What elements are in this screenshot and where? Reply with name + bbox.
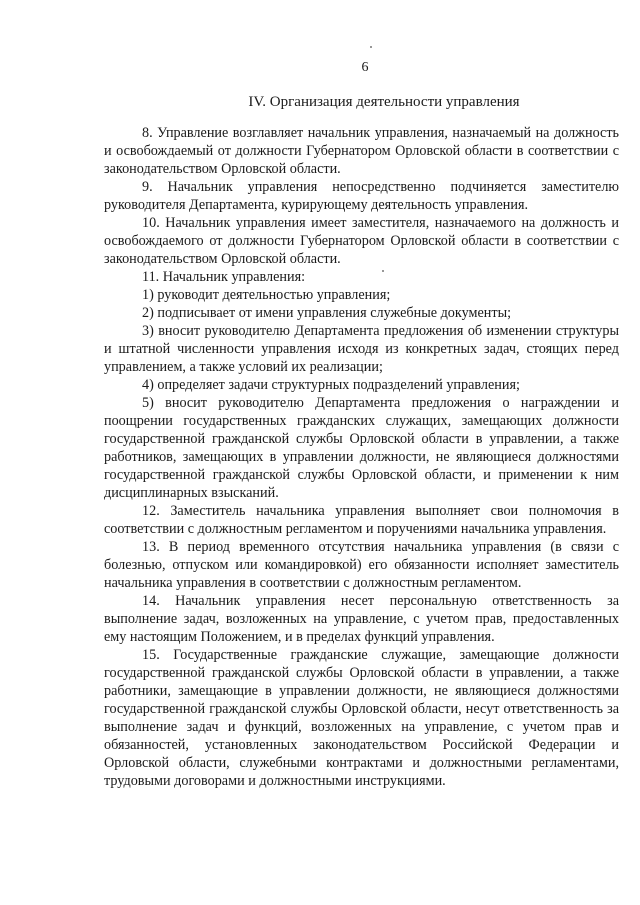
paragraph-11-item-4: 4) определяет задачи структурных подразделений управления; — [142, 377, 520, 393]
paragraph-8: 8. Управление возглавляет начальник управления, назначаемый на должность и освобождаемый от должности Губернатором Орловской области в соответствии с законодательством Орловской области. — [104, 125, 619, 177]
paragraph-13: 13. В период временного отсутствия начальника управления (в связи с болезнью, отпуском или командировкой) его обязанности исполняет заместитель начальника управления в соответствии с должностным регламентом. — [104, 539, 619, 591]
paragraph-9: 9. Начальник управления непосредственно подчиняется заместителю руководителя Департамента, курирующему деятельность управления. — [104, 179, 619, 213]
paragraph-14: 14. Начальник управления несет персональную ответственность за выполнение задач, возложенных на управление, с учетом прав, предоставленных ему настоящим Положением, и в пределах функций управления. — [104, 593, 619, 645]
page-number: 6 — [361, 60, 369, 75]
section-title: IV. Организация деятельности управления — [248, 94, 520, 110]
paragraph-11-item-1: 1) руководит деятельностью управления; — [142, 287, 391, 303]
paragraph-15: 15. Государственные гражданские служащие, замещающие должности государственной гражданской службы Орловской области в управлении, а также работники, замещающие в управлении должности, не являющиеся должностями государственной гражданской службы Орловской области, несут ответственность за выполнение задач и функций, возложенных на управление, с учетом прав и обязанностей, установленных законодательством Российской Федерации и Орловской области, служебными контрактами и должностными регламентами, трудовыми договорами и должностными инструкциями. — [104, 647, 619, 789]
paragraph-10: 10. Начальник управления имеет заместителя, назначаемого на должность и освобождаемого от должности Губернатором Орловской области в соответствии с законодательством Орловской области. — [104, 215, 619, 267]
paragraph-12: 12. Заместитель начальника управления выполняет свои полномочия в соответствии с должностным регламентом и поручениями начальника управления. — [104, 503, 619, 537]
document-body — [104, 124, 619, 790]
paragraph-11-item-5: 5) вносит руководителю Департамента предложения о награждении и поощрении государственных гражданских служащих, замещающих должности государственной гражданской службы Орловской области в управлении, а также работников, замещающих в управлении должности, не являющиеся должностями государственной гражданской службы Орловской области, и применении к ним дисциплинарных взысканий. — [104, 395, 619, 501]
paragraph-11-item-3: 3) вносит руководителю Департамента предложения об изменении структуры и штатной численности управления исходя из конкретных задач, стоящих перед управлением, а также условий их реализации; — [104, 323, 619, 375]
paragraph-11-item-2: 2) подписывает от имени управления служебные документы; — [142, 305, 512, 321]
paragraph-11: 11. Начальник управления: — [142, 269, 306, 285]
scan-speck — [370, 46, 372, 48]
